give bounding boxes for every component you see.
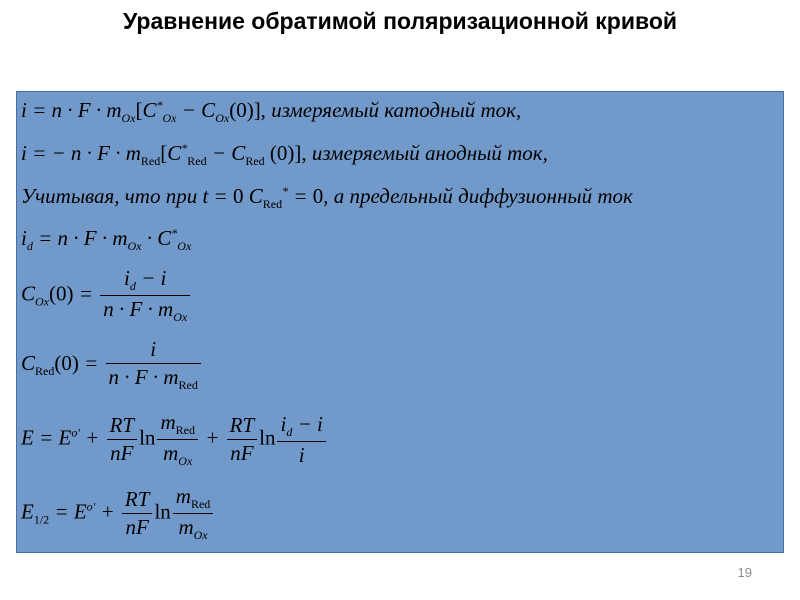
fraction-rt-nf-2: $\frac{RT}{nF}$ [227, 413, 258, 466]
fraction-rt-nf-1: $\frac{RT}{nF}$ [107, 413, 138, 466]
fraction-rt-nf-3: $\frac{RT}{nF}$ [122, 487, 153, 540]
equation-anodic-current: i = − $n \cdot F \cdot m_{Red}[C^*_{Red} - C_{Red}$ (0)], измеряемый анодный ток, [21, 141, 548, 169]
equation-cathodic-current: $i = n \cdot F \cdot m_{Ox}[C^*_{Ox} - C_{Ox}(0)]$, измеряемый катодный ток, [21, 98, 522, 126]
fraction-c-ox: $\frac{i_d - i}{n \cdot F \cdot m_{Ox}}$ [100, 266, 190, 325]
equation-c-ox: $C_{Ox}(0)$ = $\frac{i_d - i}{n \cdot F \cdot m_{Ox}}$ [21, 266, 192, 325]
fraction-c-red: $\frac{i}{n \cdot F \cdot m_{Red}}$ [106, 337, 201, 393]
equation-half-wave: $E_{1/2} = E^{o'}$ + $\frac{RT}{nF}$ ln $\frac{m_{Red}}{m_{Ox}}$ [21, 484, 215, 543]
eq2-text: измеряемый анодный ток, [311, 141, 548, 165]
eq1-text: измеряемый катодный ток, [271, 98, 522, 122]
fraction-m-ratio-2: $\frac{m_{Red}}{m_{Ox}}$ [173, 484, 214, 543]
fraction-m-ratio: $\frac{m_{Red}}{m_{Ox}}$ [157, 410, 198, 469]
equation-c-red: $C_{Red}(0)$ = $\frac{i}{n \cdot F \cdot m_{Red}}$ [21, 337, 203, 393]
equation-potential: $E = E^{o'}$ + $\frac{RT}{nF}$ ln $\frac{m_{Red}}{m_{Ox}}$ + $\frac{RT}{nF}$ ln $\frac{i_d - i}{i}$ [21, 410, 328, 469]
fraction-current-ratio: $\frac{i_d - i}{i}$ [277, 412, 325, 468]
eq3-text-b: а предельный диффузионный ток [333, 184, 633, 208]
equation-condition: Учитывая, что при t = 0 $C_{Red}^* = 0$, а предельный диффузионный ток [21, 184, 633, 212]
eq3-text-a: Учитывая, что при [21, 184, 198, 208]
equations-panel [16, 91, 784, 553]
slide-title: Уравнение обратимой поляризационной кривой [122, 8, 678, 34]
page-number: 19 [737, 565, 752, 580]
equation-limiting-current: $i_d = n \cdot F \cdot m_{Ox} \cdot C^*_{Ox}$ [21, 226, 192, 254]
